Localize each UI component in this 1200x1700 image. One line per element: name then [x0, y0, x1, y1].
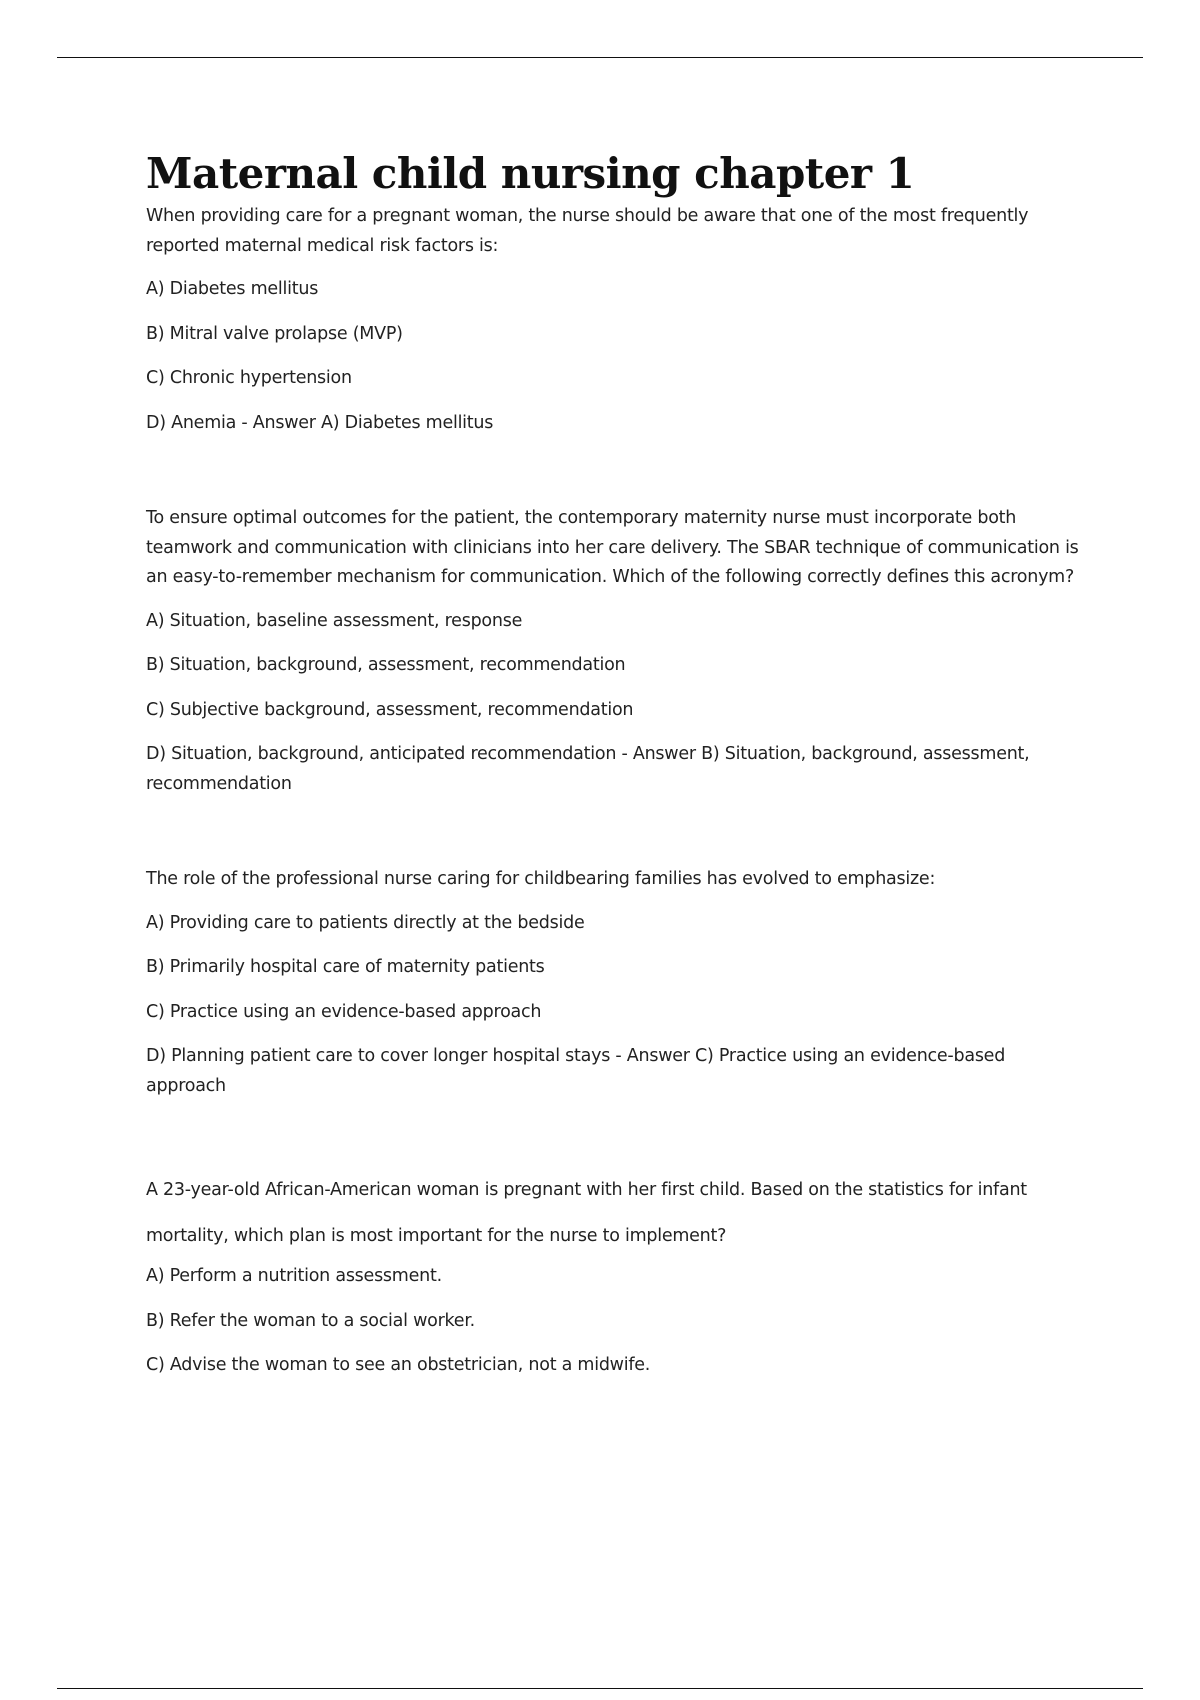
question-2: [146, 504, 1086, 799]
answer-option: D) Anemia - Answer A) Diabetes mellitus: [146, 412, 494, 433]
answer-option: C) Chronic hypertension: [146, 368, 352, 388]
answer-option: B) Primarily hospital care of maternity patients: [146, 957, 545, 977]
question-1: [146, 202, 1086, 438]
question-3: [146, 865, 1086, 1101]
document-title: Maternal child nursing chapter 1: [146, 149, 915, 198]
answer-option: D) Situation, background, anticipated recommendation - Answer B) Situation, background, assessment, recommendation: [146, 744, 1030, 794]
answer-option: A) Providing care to patients directly at the bedside: [146, 912, 585, 933]
question-stem: A 23-year-old African-American woman is pregnant with her first child. Based on the statistics for infant mortality, which plan is most important for the nurse to implement?: [146, 1180, 1027, 1246]
answer-option: A) Situation, baseline assessment, response: [146, 610, 523, 631]
question-stem: To ensure optimal outcomes for the patient, the contemporary maternity nurse must incorporate both teamwork and communication with clinicians into her care delivery. The SBAR technique of communication is an easy-to-remember mechanism for communication. Which of the following correctly defines this acronym?: [146, 508, 1079, 587]
answer-option: B) Mitral valve prolapse (MVP): [146, 323, 403, 344]
top-rule: [57, 57, 1143, 58]
document-body: [146, 148, 1086, 1396]
answer-option: C) Practice using an evidence-based approach: [146, 1001, 542, 1022]
answer-option: C) Advise the woman to see an obstetrician, not a midwife.: [146, 1355, 651, 1375]
question-stem: When providing care for a pregnant woman, the nurse should be aware that one of the most frequently reported maternal medical risk factors is:: [146, 206, 1029, 256]
answer-option: A) Perform a nutrition assessment.: [146, 1266, 442, 1286]
answer-option: A) Diabetes mellitus: [146, 279, 319, 299]
answer-option: D) Planning patient care to cover longer hospital stays - Answer C) Practice using an evidence-based approach: [146, 1046, 1006, 1096]
bottom-rule: [57, 1688, 1143, 1689]
answer-option: B) Situation, background, assessment, recommendation: [146, 655, 626, 675]
question-stem: The role of the professional nurse caring for childbearing families has evolved to emphasize:: [146, 869, 936, 889]
question-4: [146, 1167, 1086, 1381]
answer-option: C) Subjective background, assessment, recommendation: [146, 699, 634, 720]
answer-option: B) Refer the woman to a social worker.: [146, 1310, 475, 1331]
